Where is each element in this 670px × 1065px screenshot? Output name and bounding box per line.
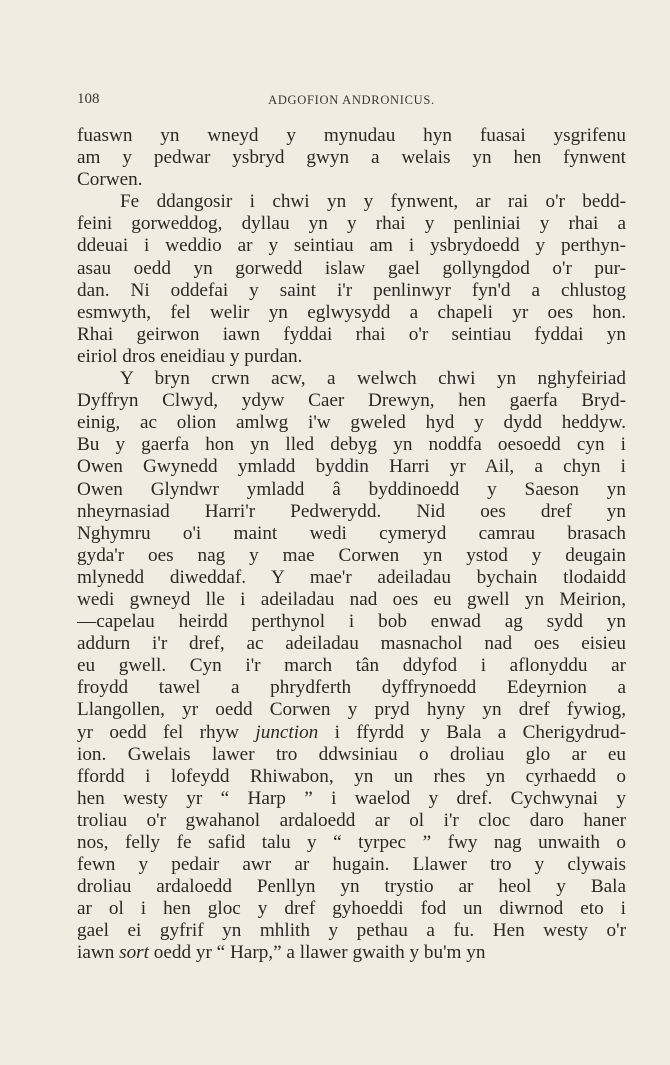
text-line: yr oedd fel rhyw junction i ffyrdd y Bala a Cherigydrud- [77, 721, 626, 743]
italic-term: junction [255, 721, 319, 743]
text-line: fewn y pedair awr ar hugain. Llawer tro y clywais [77, 854, 626, 876]
text-line: —capelau heirdd perthynol i bob enwad ag sydd yn [77, 611, 626, 633]
text-line: Owen Glyndwr ymladd â byddinoedd y Saeson yn [77, 478, 626, 500]
text-line: droliau ardaloedd Penllyn yn trystio ar heol y Bala [77, 876, 626, 898]
text-line: wedi gwneyd lle i adeiladau nad oes eu gwell yn Meirion, [77, 588, 626, 610]
text-line: ddeuai i weddio ar y seintiau am i ysbrydoedd y perthyn- [77, 235, 626, 257]
text-line: ffordd i lofeydd Rhiwabon, yn un rhes yn cyrhaedd o [77, 765, 626, 787]
text-line: troliau o'r gwahanol ardaloedd ar ol i'r cloc daro haner [77, 809, 626, 831]
text-line: Llangollen, yr oedd Corwen y pryd hyny yn dref fywiog, [77, 699, 626, 721]
running-head: ADGOFION ANDRONICUS. [268, 93, 435, 107]
text-line: esmwyth, fel welir yn eglwysydd a chapeli yr oes hon. [77, 301, 626, 323]
text-line: iawn sort oedd yr “ Harp,” a llawer gwaith y bu'm yn [77, 942, 486, 964]
text-line: ar ol i hen gloc y dref gyhoeddi fod un diwrnod eto i [77, 898, 626, 920]
text-line: Owen Gwynedd ymladd byddin Harri yr Ail, a chyn i [77, 456, 626, 478]
text-line: gael ei gyfrif yn mhlith y pethau a fu. Hen westy o'r [77, 920, 626, 942]
text-line: addurn i'r dref, ac adeiladau masnachol nad oes eisieu [77, 633, 626, 655]
text-line: Nghymru o'i maint wedi cymeryd camrau brasach [77, 522, 626, 544]
text-line: hen westy yr “ Harp ” i waelod y dref. Cychwynai y [77, 787, 626, 809]
text-line: nheyrnasiad Harri'r Pedwerydd. Nid oes dref yn [77, 500, 626, 522]
text-line: Bu y gaerfa hon yn lled debyg yn noddfa oesoedd cyn i [77, 434, 626, 456]
text-line: Y bryn crwn acw, a welwch chwi yn nghyfeiriad [120, 368, 626, 390]
text-line: mlynedd diweddaf. Y mae'r adeiladau bychain tlodaidd [77, 566, 626, 588]
text-line: dan. Ni oddefai y saint i'r penlinwyr fyn'd a chlustog [77, 279, 626, 301]
text-line: gyda'r oes nag y mae Corwen yn ystod y deugain [77, 544, 626, 566]
body-text [77, 125, 626, 965]
text-line: Dyffryn Clwyd, ydyw Caer Drewyn, hen gaerfa Bryd- [77, 390, 626, 412]
text-line: eu gwell. Cyn i'r march tân ddyfod i aflonyddu ar [77, 655, 626, 677]
text-line: froydd tawel a phrydferth dyffrynoedd Edeyrnion a [77, 677, 626, 699]
page-number: 108 [77, 91, 100, 107]
text-line: ion. Gwelais lawer tro ddwsiniau o droliau glo ar eu [77, 743, 626, 765]
text-line: Fe ddangosir i chwi yn y fynwent, ar rai o'r bedd- [120, 191, 626, 213]
text-line: eiriol dros eneidiau y purdan. [77, 345, 303, 367]
text-line: nos, felly fe safid talu y “ tyrpec ” fwy nag unwaith o [77, 832, 626, 853]
text-line: am y pedwar ysbryd gwyn a welais yn hen fynwent [77, 147, 626, 169]
text-line: feini gorweddog, dyllau yn y rhai y penliniai y rhai a [77, 213, 626, 235]
italic-term: sort [119, 942, 149, 964]
text-line: asau oedd yn gorwedd islaw gael gollyngdod o'r pur- [77, 257, 626, 279]
page-header [77, 91, 626, 113]
text-line: einig, ac olion amlwg i'w gweled hyd y dydd heddyw. [77, 412, 626, 434]
text-line: Corwen. [77, 169, 143, 191]
text-line: fuaswn yn wneyd y mynudau hyn fuasai ysgrifenu [77, 125, 626, 146]
text-line: Rhai geirwon iawn fyddai rhai o'r seintiau fyddai yn [77, 323, 626, 345]
